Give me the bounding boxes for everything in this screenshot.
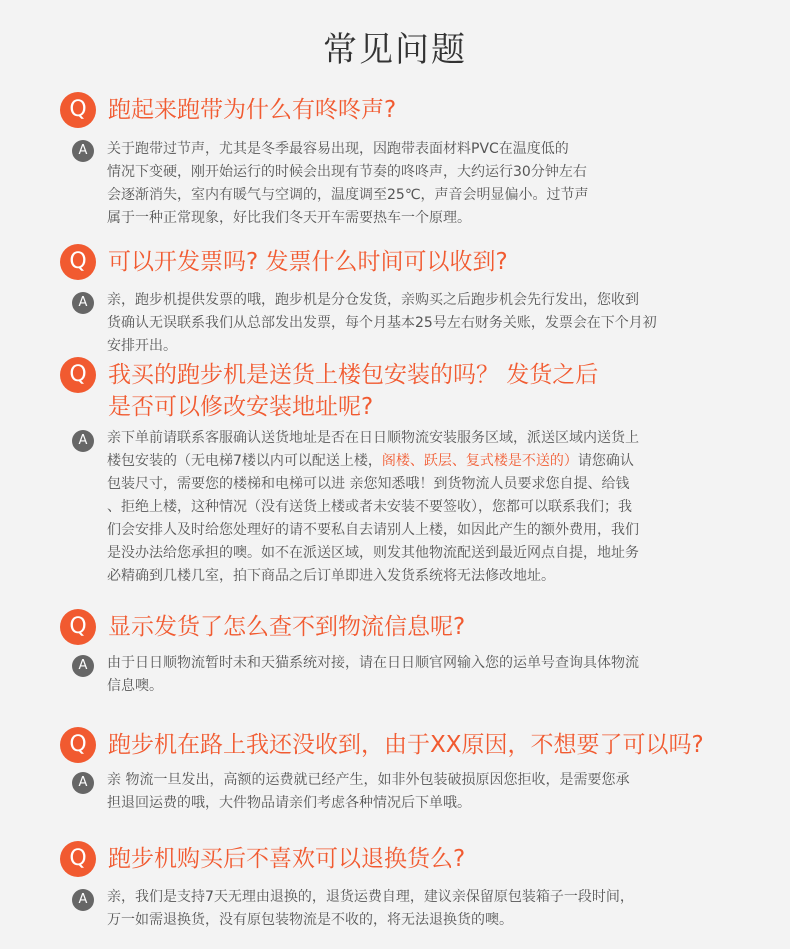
q-badge: Q (60, 244, 96, 280)
page-title: 常见问题 (323, 30, 467, 70)
question-3: 我买的跑步机是送货上楼包安装的吗？ 发货之后 是否可以修改安装地址呢? (108, 362, 599, 420)
question-2: 可以开发票吗? 发票什么时间可以收到? (108, 249, 508, 275)
question-1: 跑起来跑带为什么有咚咚声? (108, 97, 397, 123)
a-badge: A (72, 889, 94, 911)
q-badge: Q (60, 92, 96, 128)
a-badge: A (72, 772, 94, 794)
q-badge: Q (60, 841, 96, 877)
answer-1: 关于跑带过节声，尤其是冬季最容易出现，因跑带表面材料PVC在温度低的 情况下变硬，刚开始运行的时候会出现有节奏的咚咚声，大约运行30分钟左右 会逐渐消失，室内有暖气与空调的，温度调至25℃，声音会明显偏小。过节声 属于一种正常现象，好比我们冬天开车需要热车一个原理。 (107, 141, 589, 226)
answer-5: 亲 物流一旦发出，高额的运费就已经产生，如非外包装破损原因您拒收，是需要您承 担退回运费的哦，大件物品请亲们考虑各种情况后下单哦。 (107, 772, 630, 811)
question-4: 显示发货了怎么查不到物流信息呢? (108, 614, 466, 640)
a-badge: A (72, 140, 94, 162)
answer-3: 亲下单前请联系客服确认送货地址是否在日日顺物流安装服务区域，派送区域内送货上 楼包安装的（无电梯7楼以内可以配送上楼，阁楼、跃层、复式楼是不送的）请您确认 包装尺寸，需要您的楼梯和电梯可以进 亲您知悉哦！到货物流人员要求您自提、给钱 、拒绝上楼，这种情况（没有送货上楼或者未安装不要签收），您都可以联系我们；我 们会安排人及时给您处理好的请不要私自去请别人上楼，如因此产生的额外费用，我们 是没办法给您承担的噢。如不在派送区域，则发其他物流配送到最近网点自提，地址务 必精确到几楼几室，拍下商品之后订单即进入发货系统将无法修改地址。 (107, 430, 639, 584)
a-badge: A (72, 292, 94, 314)
a-badge: A (72, 655, 94, 677)
question-6: 跑步机购买后不喜欢可以退换货么? (108, 846, 466, 872)
answer-4: 由于日日顺物流暂时未和天猫系统对接，请在日日顺官网输入您的运单号查询具体物流 信息噢。 (107, 655, 639, 694)
a-badge: A (72, 430, 94, 452)
q-badge: Q (60, 357, 96, 393)
answer-6: 亲，我们是支持7天无理由退换的，退货运费自理，建议亲保留原包装箱子一段时间， 万一如需退换货，没有原包装物流是不收的，将无法退换货的噢。 (107, 889, 634, 928)
no-delivery-warning: 阁楼、跃层、复式楼是不送的） (381, 453, 578, 469)
question-5: 跑步机在路上我还没收到，由于XX原因，不想要了可以吗? (108, 732, 704, 758)
q-badge: Q (60, 727, 96, 763)
answer-2: 亲，跑步机提供发票的哦，跑步机是分仓发货，亲购买之后跑步机会先行发出，您收到 货确认无误联系我们从总部发出发票，每个月基本25号左右财务关账，发票会在下个月初 安排开出。 (107, 292, 657, 354)
q-badge: Q (60, 609, 96, 645)
